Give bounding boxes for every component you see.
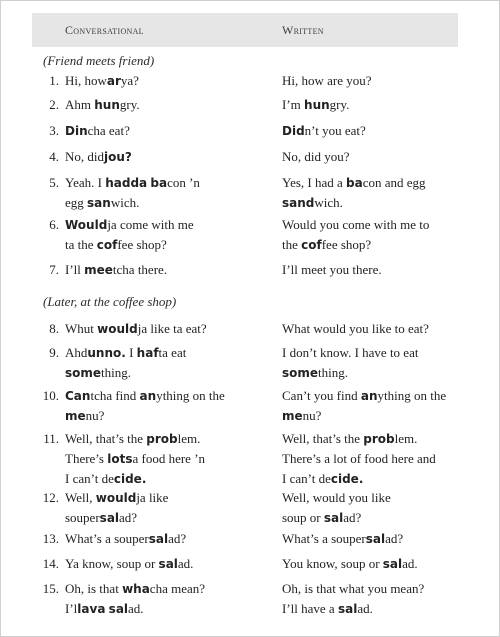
- written-text-line: [282, 235, 482, 255]
- row-number: 13.: [42, 531, 59, 546]
- text-segment: thing.: [101, 365, 132, 380]
- text-segment: souper: [65, 510, 100, 525]
- text-segment: lem.: [394, 431, 418, 446]
- written-text-line: [282, 319, 482, 339]
- text-segment: I’ll have a: [282, 601, 338, 616]
- stressed-syllable: sal: [148, 532, 169, 546]
- section-label-friend-meets-friend: (Friend meets friend): [43, 53, 155, 68]
- conversational-text-line: [65, 599, 271, 619]
- text-segment: ja like: [136, 490, 169, 505]
- text-segment: thing.: [318, 365, 349, 380]
- conversational-text-line: [65, 193, 271, 213]
- text-segment: I: [125, 345, 137, 360]
- text-segment: gry.: [119, 97, 140, 112]
- conversational-text: [65, 215, 271, 255]
- written-text-line: [282, 71, 482, 91]
- text-segment: I’ll: [65, 262, 85, 277]
- written-text-line: [282, 95, 482, 115]
- stressed-syllable: prob: [146, 432, 178, 446]
- text-segment: ad?: [385, 531, 404, 546]
- written-text: [282, 173, 482, 213]
- text-segment: Would you come with me to: [282, 217, 430, 232]
- conversational-text-line: [65, 554, 271, 574]
- conversational-text: [65, 386, 271, 426]
- stressed-syllable: prob: [363, 432, 395, 446]
- stressed-syllable: sand: [282, 196, 315, 210]
- conversational-text-line: [65, 343, 271, 363]
- text-segment: fee shop?: [117, 237, 167, 252]
- written-text-line: [282, 579, 482, 599]
- text-segment: There’s a lot of food here and: [282, 451, 436, 466]
- text-segment: soup or: [282, 510, 324, 525]
- text-segment: Ahm: [65, 97, 95, 112]
- text-segment: I don’t know. I have to eat: [282, 345, 419, 360]
- text-segment: Yes, I had a: [282, 175, 347, 190]
- written-text-line: [282, 363, 482, 383]
- stressed-syllable: me: [65, 409, 86, 423]
- text-segment: ta eat: [158, 345, 187, 360]
- conversational-text: [65, 579, 271, 619]
- written-text-line: [282, 260, 482, 280]
- text-segment: I’l: [65, 601, 78, 616]
- written-text-line: [282, 529, 482, 549]
- header-written: Written: [282, 23, 324, 37]
- text-segment: con and egg: [362, 175, 426, 190]
- stressed-syllable: ba: [346, 176, 363, 190]
- text-segment: egg: [65, 195, 88, 210]
- conversational-text: [65, 529, 271, 549]
- text-segment: Well,: [65, 490, 96, 505]
- section-label-coffee-shop: (Later, at the coffee shop): [43, 294, 177, 309]
- written-text-line: [282, 147, 482, 167]
- stressed-syllable: sal: [337, 602, 358, 616]
- conversational-text-line: [65, 488, 271, 508]
- text-segment: You know, soup or: [282, 556, 383, 571]
- text-segment: ad?: [343, 510, 362, 525]
- written-text: [282, 215, 482, 255]
- row-number: 5.: [49, 175, 59, 190]
- header-conversational: Conversational: [65, 23, 144, 37]
- written-text: [282, 386, 482, 426]
- stressed-syllable: haf: [136, 346, 159, 360]
- text-segment: ya?: [120, 73, 139, 88]
- row-number: 2.: [49, 97, 59, 112]
- conversational-text: [65, 319, 271, 339]
- conversational-text: [65, 343, 271, 383]
- written-text: [282, 147, 482, 167]
- conversational-text-line: [65, 469, 271, 489]
- stressed-syllable: ba: [150, 176, 168, 190]
- stressed-syllable: some: [282, 366, 319, 380]
- text-segment: ad.: [402, 556, 418, 571]
- stressed-syllable: sal: [108, 602, 129, 616]
- text-segment: What’s a souper: [65, 531, 149, 546]
- stressed-syllable: cide.: [330, 472, 364, 486]
- text-segment: Well, that’s the: [282, 431, 364, 446]
- text-segment: ta the: [65, 237, 97, 252]
- conversational-text: [65, 429, 271, 489]
- conversational-text-line: [65, 71, 271, 91]
- text-segment: What would you like to eat?: [282, 321, 429, 336]
- text-segment: tcha find: [90, 388, 140, 403]
- stressed-syllable: an: [360, 389, 378, 403]
- text-segment: lem.: [177, 431, 201, 446]
- written-text-line: [282, 449, 482, 469]
- text-segment: Well, would you like: [282, 490, 391, 505]
- text-segment: Well, that’s the: [65, 431, 147, 446]
- text-segment: nu?: [302, 408, 322, 423]
- written-text: [282, 319, 482, 339]
- text-segment: ad?: [168, 531, 187, 546]
- conversational-text: [65, 147, 271, 167]
- stressed-syllable: Can: [65, 389, 91, 403]
- stressed-syllable: hadda: [105, 176, 148, 190]
- conversational-text: [65, 121, 271, 141]
- written-text-line: [282, 121, 482, 141]
- conversational-text-line: [65, 319, 271, 339]
- conversational-text: [65, 488, 271, 528]
- text-segment: I’ll meet you there.: [282, 262, 382, 277]
- row-number: 9.: [49, 345, 59, 360]
- written-text-line: [282, 599, 482, 619]
- written-text: [282, 579, 482, 619]
- text-segment: ja like ta eat?: [137, 321, 207, 336]
- text-segment: ad.: [357, 601, 373, 616]
- stressed-syllable: sal: [323, 511, 344, 525]
- conversational-text: [65, 554, 271, 574]
- text-segment: Oh, is that: [65, 581, 123, 596]
- text-segment: I’m: [282, 97, 305, 112]
- text-segment: ything on the: [377, 388, 447, 403]
- row-number: 1.: [49, 73, 59, 88]
- written-text: [282, 121, 482, 141]
- text-segment: ything on the: [156, 388, 225, 403]
- written-text: [282, 554, 482, 574]
- stressed-syllable: some: [65, 366, 102, 380]
- text-segment: I can’t de: [282, 471, 331, 486]
- written-text: [282, 71, 482, 91]
- row-number: 3.: [49, 123, 59, 138]
- stressed-syllable: wha: [122, 582, 150, 596]
- written-text: [282, 260, 482, 280]
- stressed-syllable: would: [95, 491, 137, 505]
- written-text: [282, 343, 482, 383]
- stressed-syllable: me: [282, 409, 303, 423]
- written-text-line: [282, 469, 482, 489]
- row-number: 4.: [49, 149, 59, 164]
- stressed-syllable: hun: [94, 98, 120, 112]
- text-segment: ad?: [119, 510, 138, 525]
- conversational-text-line: [65, 215, 271, 235]
- conversational-text-line: [65, 95, 271, 115]
- stressed-syllable: lava: [77, 602, 106, 616]
- row-number: 15.: [42, 581, 59, 596]
- text-segment: ad.: [177, 556, 194, 571]
- written-text: [282, 95, 482, 115]
- conversational-text-line: [65, 529, 271, 549]
- text-segment: ad.: [128, 601, 144, 616]
- conversational-text: [65, 173, 271, 213]
- text-segment: fee shop?: [321, 237, 372, 252]
- row-number: 10.: [42, 388, 59, 403]
- conversational-text-line: [65, 579, 271, 599]
- text-segment: the: [282, 237, 302, 252]
- row-number: 6.: [49, 217, 59, 232]
- written-text-line: [282, 343, 482, 363]
- stressed-syllable: sal: [158, 557, 178, 571]
- stressed-syllable: sal: [365, 532, 386, 546]
- stressed-syllable: jou?: [104, 150, 132, 164]
- stressed-syllable: cide.: [113, 472, 147, 486]
- written-text-line: [282, 508, 482, 528]
- stressed-syllable: hun: [304, 98, 330, 112]
- row-number: 7.: [49, 262, 59, 277]
- conversational-text-line: [65, 235, 271, 255]
- conversational-text-line: [65, 363, 271, 383]
- written-text-line: [282, 406, 482, 426]
- text-segment: con ’n: [167, 175, 200, 190]
- text-segment: I can’t de: [65, 471, 114, 486]
- text-segment: Ahd: [65, 345, 88, 360]
- stressed-syllable: mee: [84, 263, 113, 277]
- stressed-syllable: would: [97, 322, 138, 336]
- written-text-line: [282, 554, 482, 574]
- stressed-syllable: Would: [65, 218, 108, 232]
- text-segment: Ya know, soup or: [65, 556, 159, 571]
- stressed-syllable: Din: [65, 124, 88, 138]
- conversational-text-line: [65, 173, 271, 193]
- text-segment: Hi, how are you?: [282, 73, 372, 88]
- text-segment: No, did you?: [282, 149, 350, 164]
- text-segment: ja come with me: [107, 217, 194, 232]
- stressed-syllable: an: [139, 389, 157, 403]
- conversational-text: [65, 95, 271, 115]
- stressed-syllable: unno.: [87, 346, 126, 360]
- text-segment: Can’t you find: [282, 388, 361, 403]
- conversational-text-line: [65, 260, 271, 280]
- written-text-line: [282, 429, 482, 449]
- text-segment: Oh, is that what you mean?: [282, 581, 425, 596]
- text-segment: What’s a souper: [282, 531, 366, 546]
- written-text-line: [282, 215, 482, 235]
- written-text-line: [282, 386, 482, 406]
- conversational-text: [65, 71, 271, 91]
- row-number: 8.: [49, 321, 59, 336]
- stressed-syllable: sal: [382, 557, 403, 571]
- row-number: 12.: [42, 490, 59, 505]
- written-text: [282, 429, 482, 489]
- text-segment: wich.: [314, 195, 343, 210]
- written-text: [282, 488, 482, 528]
- text-segment: tcha there.: [112, 262, 168, 277]
- written-text: [282, 529, 482, 549]
- stressed-syllable: cof: [301, 238, 322, 252]
- written-text-line: [282, 173, 482, 193]
- conversational-text: [65, 260, 271, 280]
- conversational-text-line: [65, 147, 271, 167]
- text-segment: nu?: [85, 408, 105, 423]
- text-segment: There’s: [65, 451, 108, 466]
- conversational-text-line: [65, 406, 271, 426]
- text-segment: a food here ’n: [132, 451, 206, 466]
- text-segment: Hi, how: [65, 73, 107, 88]
- text-segment: Yeah. I: [65, 175, 106, 190]
- conversational-text-line: [65, 386, 271, 406]
- text-segment: wich.: [110, 195, 140, 210]
- text-segment: cha mean?: [149, 581, 206, 596]
- written-text-line: [282, 193, 482, 213]
- stressed-syllable: ar: [106, 74, 121, 88]
- row-number: 11.: [43, 431, 59, 446]
- stressed-syllable: Did: [282, 124, 305, 138]
- text-segment: No, did: [65, 149, 104, 164]
- stressed-syllable: cof: [96, 238, 118, 252]
- conversational-text-line: [65, 449, 271, 469]
- stressed-syllable: sal: [99, 511, 120, 525]
- conversational-text-line: [65, 121, 271, 141]
- conversational-text-line: [65, 508, 271, 528]
- conversational-text-line: [65, 429, 271, 449]
- text-segment: Whut: [65, 321, 98, 336]
- row-number: 14.: [42, 556, 59, 571]
- text-segment: n’t you eat?: [304, 123, 366, 138]
- stressed-syllable: san: [87, 196, 111, 210]
- written-text-line: [282, 488, 482, 508]
- text-segment: cha eat?: [87, 123, 130, 138]
- stressed-syllable: lots: [107, 452, 133, 466]
- text-segment: gry.: [329, 97, 350, 112]
